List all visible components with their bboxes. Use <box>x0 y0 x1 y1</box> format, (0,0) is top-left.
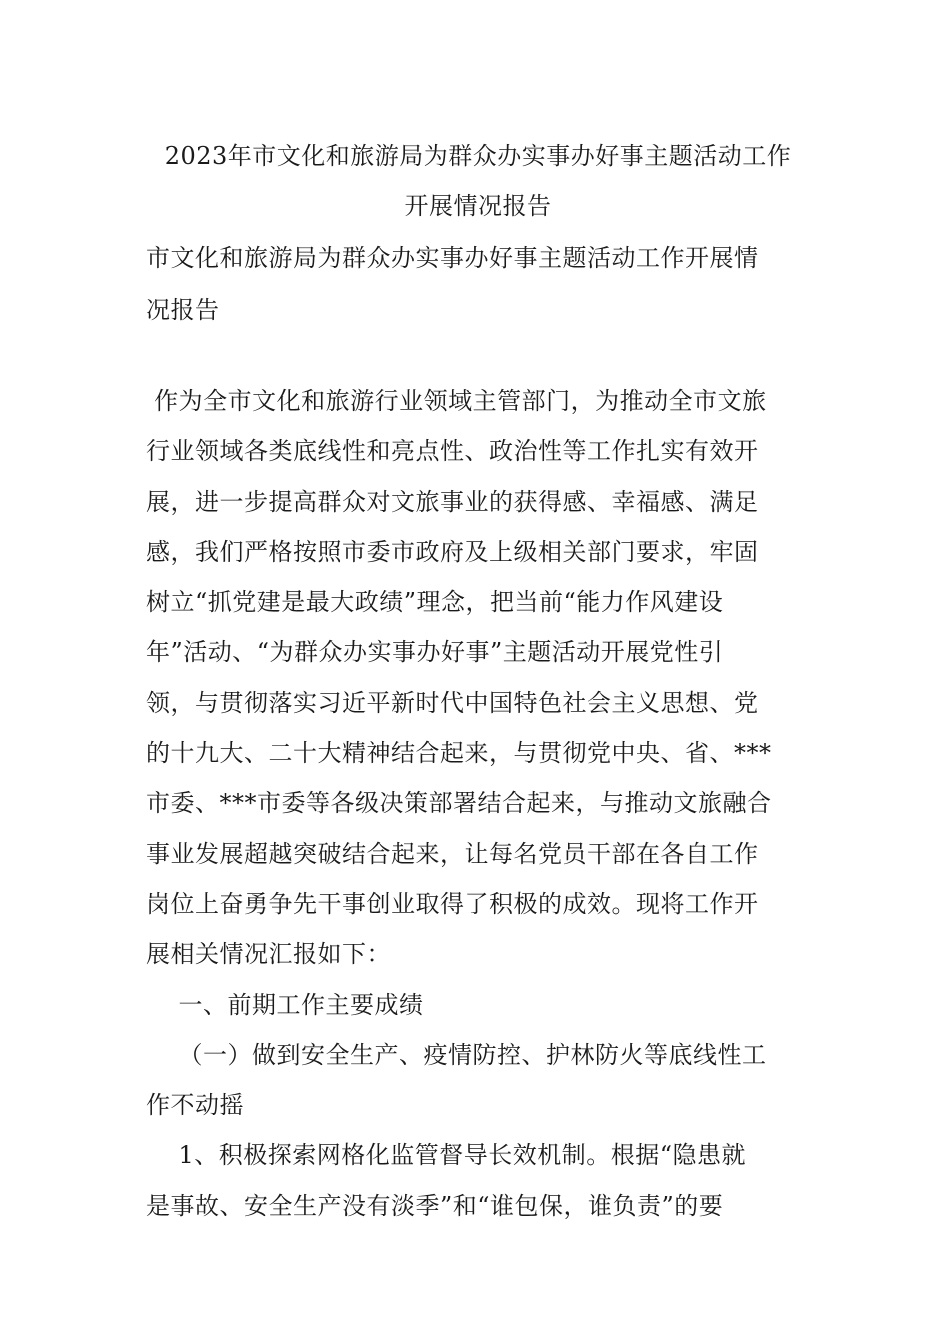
body-line: 是事故、安全生产没有淡季”和“谁包保，谁负责”的要 <box>146 1191 724 1220</box>
body-line: 作为全市文化和旅游行业领域主管部门，为推动全市文旅 <box>146 387 767 415</box>
body-line: 1、积极探索网格化监管督导长效机制。根据“隐患就 <box>146 1141 747 1170</box>
body-line: 感，我们严格按照市委市政府及上级相关部门要求，牢固 <box>146 537 759 566</box>
subtitle-line-1: 市文化和旅游局为群众办实事办好事主题活动工作开展情 <box>146 244 759 272</box>
document-title <box>146 131 810 231</box>
document-subtitle <box>146 232 810 336</box>
body-line: 展相关情况汇报如下： <box>146 940 391 969</box>
subsection-heading-cont: 作不动摇 <box>146 1091 244 1120</box>
body-line: 年”活动、“为群众办实事办好事”主题活动开展党性引 <box>146 638 724 667</box>
body-line: 市委、***市委等各级决策部署结合起来，与推动文旅融合 <box>146 789 772 818</box>
body-line: 展，进一步提高群众对文旅事业的获得感、幸福感、满足 <box>146 487 759 516</box>
title-line-2: 开展情况报告 <box>404 192 552 220</box>
subsection-heading: （一）做到安全生产、疫情防控、护林防火等底线性工 <box>146 1040 767 1069</box>
body-line: 行业领域各类底线性和亮点性、政治性等工作扎实有效开 <box>146 437 759 466</box>
body-line: 树立“抓党建是最大政绩”理念，把当前“能力作风建设 <box>146 588 724 617</box>
document-body <box>146 376 810 1231</box>
title-line-1: 2023年市文化和旅游局为群众办实事办好事主题活动工作 <box>164 142 792 170</box>
body-line: 的十九大、二十大精神结合起来，与贯彻党中央、省、*** <box>146 739 772 768</box>
subtitle-line-2: 况报告 <box>146 296 220 324</box>
body-line: 领，与贯彻落实习近平新时代中国特色社会主义思想、党 <box>146 688 759 717</box>
body-line: 岗位上奋勇争先干事创业取得了积极的成效。现将工作开 <box>146 889 759 918</box>
body-line: 事业发展超越突破结合起来，让每名党员干部在各自工作 <box>146 839 759 868</box>
section-heading: 一、前期工作主要成绩 <box>146 990 424 1019</box>
